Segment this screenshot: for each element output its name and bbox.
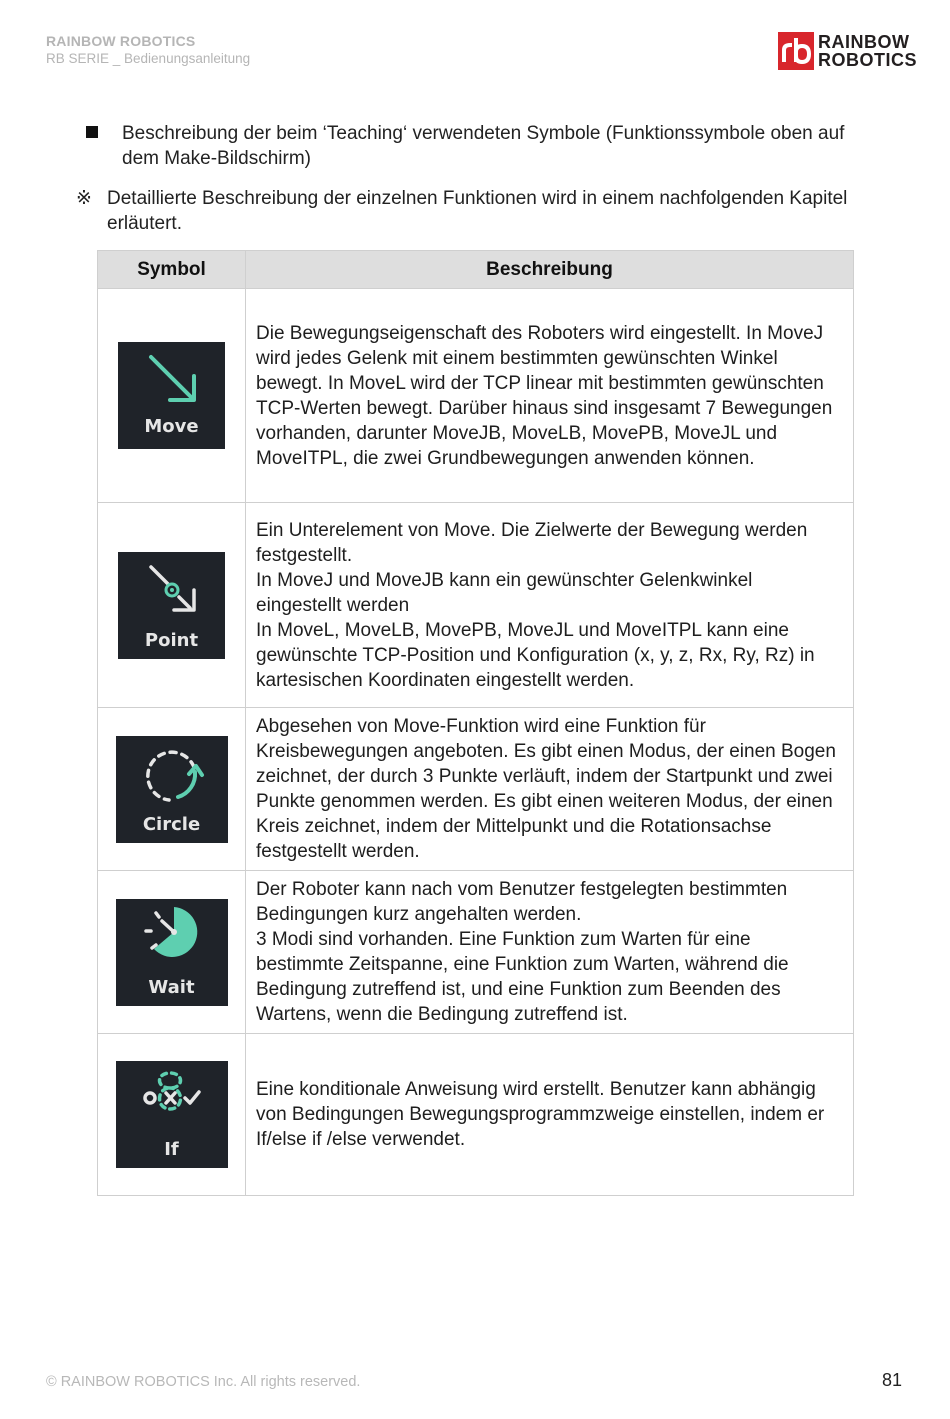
- header-brand: RAINBOW ROBOTICS: [46, 33, 196, 49]
- column-header-description: Beschreibung: [246, 251, 854, 289]
- symbol-cell: [98, 289, 246, 503]
- description-cell: Eine konditionale Anweisung wird erstellt. Benutzer kann abhängig von Bedingungen Bewegungsprogrammzweige einstellen, indem er If/else if /else verwendet.: [246, 1034, 854, 1196]
- circle-icon: [116, 736, 228, 843]
- logo-rb-icon: [778, 32, 814, 70]
- header-subtitle: RB SERIE _ Bedienungsanleitung: [46, 51, 251, 66]
- table-row: [98, 1034, 854, 1196]
- wait-icon: [116, 899, 228, 1006]
- description-cell: Der Roboter kann nach vom Benutzer festgelegten bestimmten Bedingungen kurz angehalten werden. 3 Modi sind vorhanden. Eine Funktion zum Warten für eine bestimmte Zeitspanne, eine Funktion zum Warten, während die Bedingung zutreffend ist, und eine Funktion zum Beenden des Wartens, wenn die Bedingung zutreffend ist.: [246, 871, 854, 1034]
- page-header: [46, 33, 250, 66]
- table-row: [98, 708, 854, 871]
- icon-label: Point: [144, 629, 199, 651]
- section-bullet: [86, 121, 886, 171]
- square-bullet-icon: [86, 126, 98, 138]
- icon-label: Circle: [142, 813, 201, 835]
- footer-copyright: © RAINBOW ROBOTICS Inc. All rights reserved.: [46, 1374, 361, 1390]
- symbol-cell: [98, 871, 246, 1034]
- bullet-text: Beschreibung der beim ‘Teaching‘ verwendeten Symbole (Funktionssymbole oben auf dem Make-Bildschirm): [122, 123, 845, 169]
- logo-text-line2: ROBOTICS: [818, 50, 918, 70]
- description-cell: Abgesehen von Move-Funktion wird eine Funktion für Kreisbewegungen angeboten. Es gibt einen Modus, der einen Bogen zeichnet, der durch 3 Punkte verläuft, indem der Startpunkt und zwei Punkte genommen werden. Es gibt einen weiteren Modus, der einen Kreis zeichnet, indem der Mittelpunkt und die Rotationsachse festgestellt werden.: [246, 708, 854, 871]
- reference-note: [76, 186, 876, 236]
- icon-label: Move: [144, 416, 199, 437]
- table-row: [98, 289, 854, 503]
- note-text: Detaillierte Beschreibung der einzelnen Funktionen wird in einem nachfolgenden Kapitel erläutert.: [107, 188, 848, 234]
- symbol-table: [97, 250, 854, 1196]
- description-cell: Ein Unterelement von Move. Die Zielwerte der Bewegung werden festgestellt. In MoveJ und MoveJB kann ein gewünschter Gelenkwinkel eingestellt werden In MoveL, MoveLB, MovePB, MoveJL und MoveITPL kann eine gewünschte TCP-Position und Konfiguration (x, y, z, Rx, Ry, Rz) in kartesischen Koordinaten eingestellt werden.: [246, 503, 854, 708]
- icon-label: If: [164, 1139, 179, 1160]
- page-number: 81: [882, 1370, 903, 1390]
- table-row: [98, 503, 854, 708]
- icon-label: Wait: [148, 976, 195, 998]
- column-header-symbol: Symbol: [98, 251, 246, 289]
- symbol-cell: [98, 1034, 246, 1196]
- if-icon: [116, 1061, 228, 1168]
- move-icon: [118, 342, 225, 449]
- table-row: [98, 871, 854, 1034]
- table-header-row: [98, 251, 854, 289]
- symbol-cell: [98, 708, 246, 871]
- reference-mark: ※: [76, 188, 92, 209]
- description-cell: Die Bewegungseigenschaft des Roboters wird eingestellt. In MoveJ wird jedes Gelenk mit einem bestimmten gewünschten Winkel bewegt. In MoveL wird der TCP linear mit bestimmten gewünschten TCP-Werten bewegt. Darüber hinaus sind insgesamt 7 Bewegungen vorhanden, darunter MoveJB, MoveLB, MovePB, MoveJL und MoveITPL, die zwei Grundbewegungen anwenden können.: [246, 289, 854, 503]
- company-logo: [778, 32, 917, 70]
- symbol-cell: [98, 503, 246, 708]
- point-icon: [118, 552, 225, 659]
- logo-text-line1: RAINBOW: [818, 32, 910, 52]
